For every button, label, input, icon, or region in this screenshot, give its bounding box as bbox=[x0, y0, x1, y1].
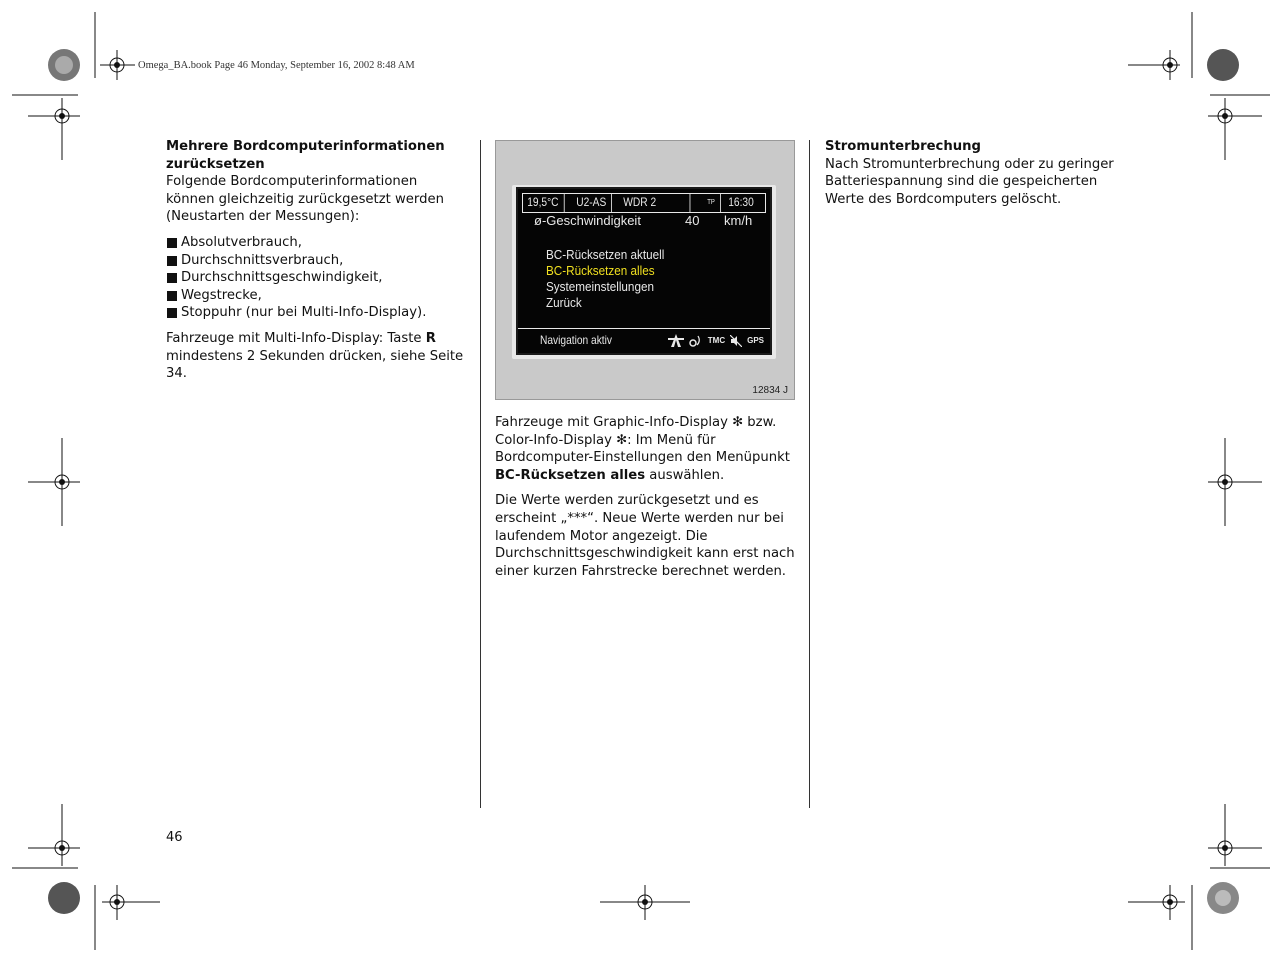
avg-speed-label: ø-Geschwindigkeit bbox=[534, 213, 641, 228]
reset-items-list bbox=[166, 234, 466, 322]
clock: 16:30 bbox=[728, 195, 754, 209]
reset-result-paragraph: Die Werte werden zurückgesetzt und es erscheint „***“. Neue Werte werden nur bei laufendem Motor angezeigt. Die Durchschnittsgeschwindigkeit kann erst nach einer kurzen Fahrstrecke berechnet werden. bbox=[495, 493, 795, 579]
key-r: R bbox=[425, 330, 436, 346]
multi-info-note: Fahrzeuge mit Multi-Info-Display: Taste R mindestens 2 Sekunden drücken, siehe Seite 34. bbox=[166, 330, 464, 382]
section-heading: Mehrere Bordcomputerinformationen zurücksetzen bbox=[166, 139, 445, 172]
list-item: Durchschnittsverbrauch, bbox=[166, 252, 466, 270]
power-interruption-text: Nach Stromunterbrechung oder zu geringer Batteriespannung sind die gespeicherten Werte des Bordcomputers gelöscht. bbox=[825, 156, 1114, 207]
bc-reset-all-term: BC-Rücksetzen alles bbox=[495, 467, 646, 483]
avg-speed-unit: km/h bbox=[724, 213, 753, 228]
phone-icon bbox=[689, 335, 703, 347]
menu-item-reset-current: BC-Rücksetzen aktuell bbox=[546, 247, 665, 262]
nav-icons bbox=[668, 334, 764, 347]
navigation-bar bbox=[518, 328, 770, 353]
navigation-status: Navigation aktiv bbox=[540, 333, 613, 347]
station-code: U2-AS bbox=[572, 194, 612, 212]
menu-item-reset-all: BC-Rücksetzen alles bbox=[546, 263, 655, 278]
list-item: Stoppuhr (nur bei Multi-Info-Display). bbox=[166, 304, 466, 322]
display-figure bbox=[495, 140, 795, 400]
station-name: WDR 2 bbox=[619, 194, 690, 212]
tmc-indicator: TMC bbox=[707, 336, 726, 345]
bc-menu bbox=[546, 247, 678, 311]
menu-item-system-settings: Systemeinstellungen bbox=[546, 279, 654, 294]
status-bar bbox=[522, 193, 766, 213]
middle-column bbox=[495, 414, 795, 588]
column-rule-right bbox=[809, 140, 810, 808]
temperature: 19,5°C bbox=[523, 194, 565, 212]
figure-code: 12834 J bbox=[752, 385, 788, 396]
list-item: Absolutverbrauch, bbox=[166, 234, 466, 252]
column-rule-left bbox=[480, 140, 481, 808]
intro-text: Folgende Bordcomputerinformationen können gleichzeitig zurückgesetzt werden (Neustarten der Messungen): bbox=[166, 174, 444, 225]
mute-icon bbox=[730, 335, 742, 347]
graphic-info-paragraph: Fahrzeuge mit Graphic-Info-Display ✻ bzw. Color-Info-Display ✻: Im Menü für Bordcomputer-Einstellungen den Menüpunkt BC-Rücksetzen alles auswählen. bbox=[495, 415, 790, 483]
list-item: Wegstrecke, bbox=[166, 287, 466, 305]
power-interruption-heading: Stromunterbrechung bbox=[825, 139, 981, 154]
avg-speed-row bbox=[534, 213, 753, 228]
gps-indicator: GPS bbox=[747, 336, 764, 345]
avg-speed-value: 40 bbox=[685, 213, 700, 228]
info-display-screen bbox=[516, 187, 772, 355]
right-column bbox=[825, 138, 1125, 216]
menu-item-back: Zurück bbox=[546, 295, 582, 310]
page-number: 46 bbox=[166, 830, 183, 845]
list-item: Durchschnittsgeschwindigkeit, bbox=[166, 269, 466, 287]
highway-icon bbox=[668, 334, 684, 347]
tp-indicator: TP bbox=[703, 194, 721, 212]
print-header: Omega_BA.book Page 46 Monday, September 16, 2002 8:48 AM bbox=[138, 60, 415, 71]
left-column bbox=[166, 138, 466, 391]
